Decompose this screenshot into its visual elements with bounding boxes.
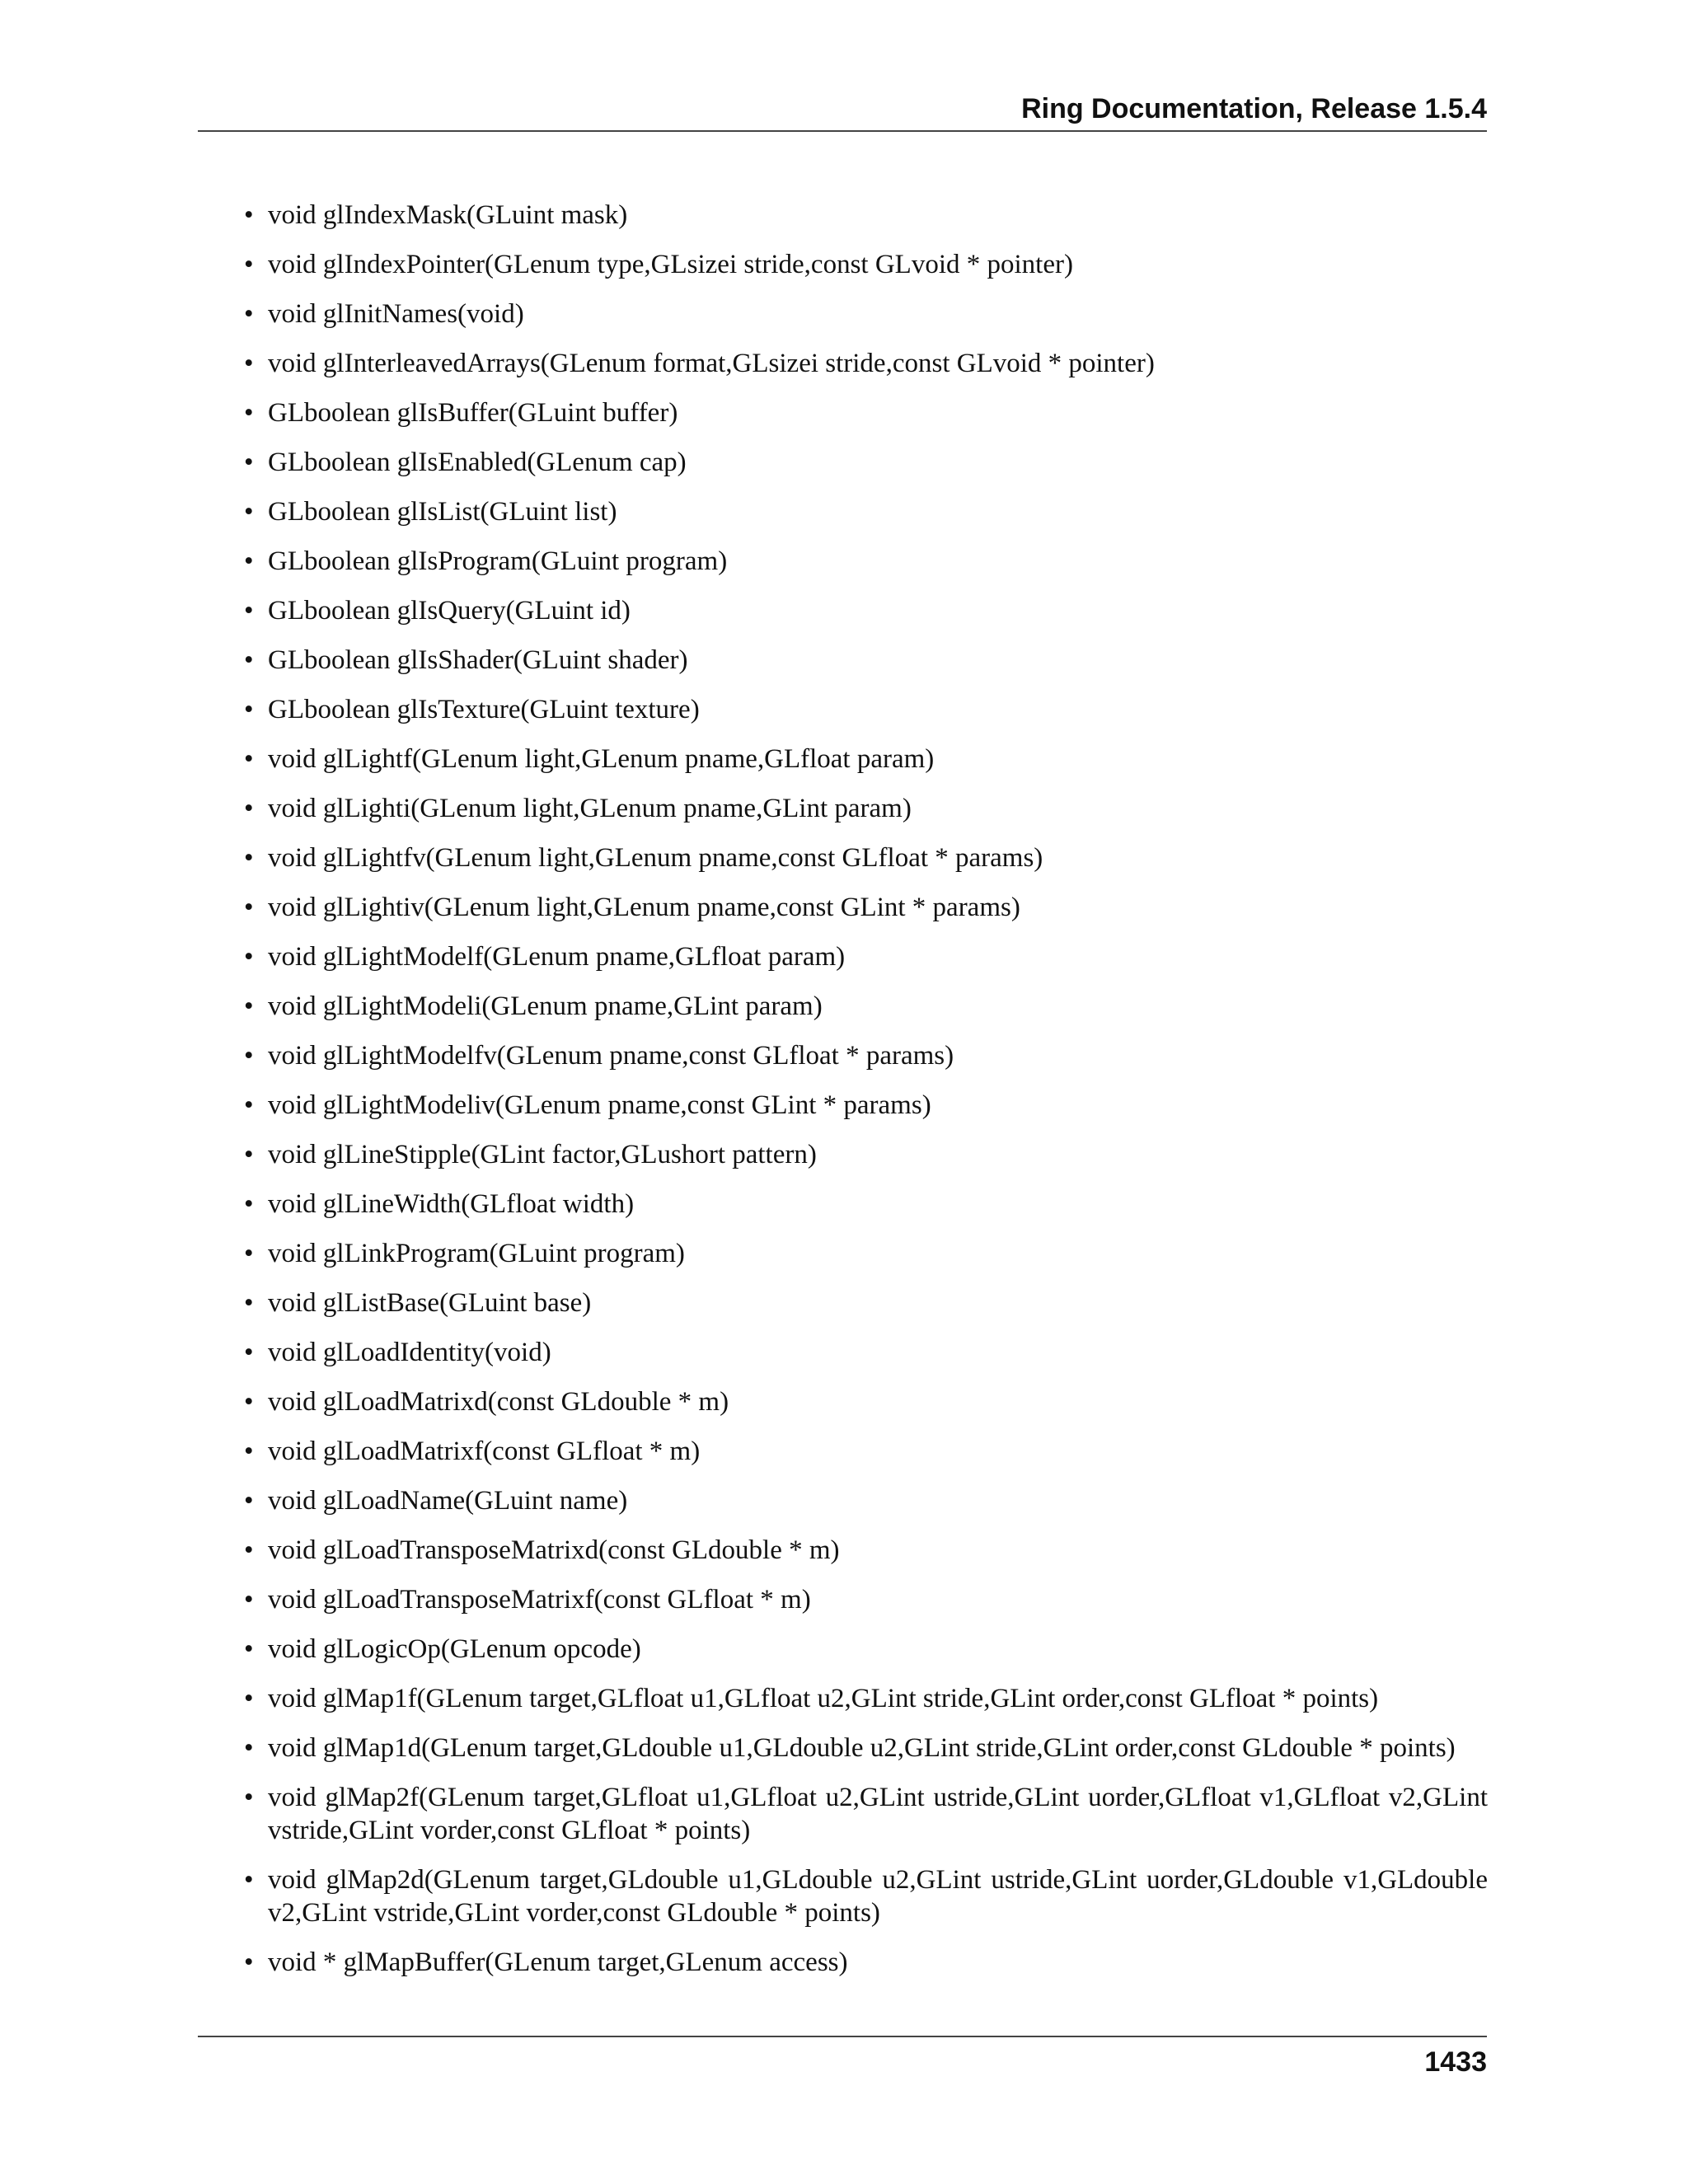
function-signature: void glMap2d(GLenum target,GLdouble u1,GLdouble u2,GLint ustride,GLint uorder,GLdouble v1,GLdouble v2,GLint vstride,GLint vorder,const GLdouble * points) [268,1865,1488,1928]
function-signature: void glLoadMatrixd(const GLdouble * m) [268,1387,729,1417]
list-item [244,644,1488,677]
list-item [244,1863,1488,1929]
function-signature: void glLoadTransposeMatrixf(const GLfloat * m) [268,1585,811,1615]
list-item [244,1946,1488,1979]
list-item [244,248,1488,281]
list-item [244,1435,1488,1468]
bullet-icon: • [244,1189,254,1219]
function-signature: GLboolean glIsList(GLuint list) [268,497,617,527]
list-item [244,1039,1488,1072]
running-header-title: Ring Documentation, Release 1.5.4 [1021,93,1487,124]
list-item [244,1089,1488,1122]
bullet-icon: • [244,1338,254,1367]
bullet-icon: • [244,398,254,428]
list-item [244,1188,1488,1221]
bullet-icon: • [244,250,254,279]
list-item [244,396,1488,429]
function-signature: void glIndexMask(GLuint mask) [268,200,628,230]
bullet-icon: • [244,1684,254,1713]
function-signature: GLboolean glIsBuffer(GLuint buffer) [268,398,678,428]
list-item [244,446,1488,479]
function-signature: void glLightiv(GLenum light,GLenum pname,const GLint * params) [268,893,1020,922]
bullet-icon: • [244,942,254,972]
bullet-icon: • [244,1486,254,1516]
bullet-icon: • [244,1947,254,1977]
bullet-icon: • [244,893,254,922]
list-item [244,841,1488,874]
function-signature: void * glMapBuffer(GLenum target,GLenum access) [268,1947,848,1977]
list-item [244,495,1488,528]
list-item [244,1682,1488,1715]
list-item [244,693,1488,726]
function-signature: GLboolean glIsTexture(GLuint texture) [268,695,700,724]
bullet-icon: • [244,794,254,823]
bullet-icon: • [244,546,254,576]
header-divider [198,130,1487,132]
bullet-icon: • [244,1634,254,1664]
list-item [244,1732,1488,1765]
function-signature: GLboolean glIsProgram(GLuint program) [268,546,728,576]
bullet-icon: • [244,1783,254,1812]
bullet-icon: • [244,1288,254,1318]
list-item [244,743,1488,776]
list-item [244,1138,1488,1171]
bullet-icon: • [244,1865,254,1895]
list-item [244,891,1488,924]
bullet-icon: • [244,299,254,329]
list-item [244,1781,1488,1847]
bullet-icon: • [244,1239,254,1268]
bullet-icon: • [244,1535,254,1565]
bullet-icon: • [244,695,254,724]
function-signature: void glIndexPointer(GLenum type,GLsizei stride,const GLvoid * pointer) [268,250,1073,279]
function-signature: void glLightModelfv(GLenum pname,const GLfloat * params) [268,1041,954,1071]
bullet-icon: • [244,596,254,626]
function-signature: GLboolean glIsEnabled(GLenum cap) [268,448,687,477]
bullet-icon: • [244,1585,254,1615]
bullet-icon: • [244,1733,254,1763]
function-signature: void glLightf(GLenum light,GLenum pname,GLfloat param) [268,744,935,774]
function-signature: void glLoadMatrixf(const GLfloat * m) [268,1436,701,1466]
function-signature: void glMap1f(GLenum target,GLfloat u1,GLfloat u2,GLint stride,GLint order,const GLfloat * points) [268,1684,1379,1713]
function-signature: void glLoadTransposeMatrixd(const GLdouble * m) [268,1535,840,1565]
list-item [244,199,1488,232]
bullet-icon: • [244,1436,254,1466]
function-signature: void glLightModeliv(GLenum pname,const GLint * params) [268,1090,931,1120]
bullet-icon: • [244,349,254,378]
bullet-icon: • [244,991,254,1021]
function-signature: void glLogicOp(GLenum opcode) [268,1634,641,1664]
list-item [244,990,1488,1023]
list-item [244,1237,1488,1270]
list-item [244,940,1488,973]
bullet-icon: • [244,1387,254,1417]
bullet-icon: • [244,744,254,774]
bullet-icon: • [244,843,254,873]
function-signature: void glLoadIdentity(void) [268,1338,551,1367]
function-signature: void glLoadName(GLuint name) [268,1486,628,1516]
list-item [244,1633,1488,1666]
function-signature: void glListBase(GLuint base) [268,1288,592,1318]
function-signature: void glLineStipple(GLint factor,GLushort pattern) [268,1140,817,1169]
bullet-icon: • [244,1090,254,1120]
list-item [244,1385,1488,1418]
bullet-icon: • [244,497,254,527]
function-signature: void glLightModelf(GLenum pname,GLfloat param) [268,942,846,972]
function-signature: void glLightfv(GLenum light,GLenum pname,const GLfloat * params) [268,843,1043,873]
footer-divider [198,2036,1487,2037]
list-item [244,1583,1488,1616]
bullet-icon: • [244,1140,254,1169]
list-item [244,792,1488,825]
function-list [244,199,1488,1995]
list-item [244,594,1488,627]
list-item [244,1286,1488,1319]
function-signature: void glLineWidth(GLfloat width) [268,1189,635,1219]
function-signature: void glLightModeli(GLenum pname,GLint param) [268,991,823,1021]
function-signature: GLboolean glIsShader(GLuint shader) [268,645,688,675]
function-signature: GLboolean glIsQuery(GLuint id) [268,596,631,626]
function-signature: void glMap2f(GLenum target,GLfloat u1,GLfloat u2,GLint ustride,GLint uorder,GLfloat v1,GLfloat v2,GLint vstride,GLint vorder,const GLfloat * points) [268,1783,1488,1845]
list-item [244,1336,1488,1369]
list-item [244,347,1488,380]
bullet-icon: • [244,448,254,477]
function-signature: void glInterleavedArrays(GLenum format,GLsizei stride,const GLvoid * pointer) [268,349,1155,378]
bullet-icon: • [244,1041,254,1071]
bullet-icon: • [244,645,254,675]
bullet-icon: • [244,200,254,230]
list-item [244,1484,1488,1517]
function-signature: void glMap1d(GLenum target,GLdouble u1,GLdouble u2,GLint stride,GLint order,const GLdouble * points) [268,1733,1456,1763]
list-item [244,298,1488,330]
function-signature: void glInitNames(void) [268,299,524,329]
function-signature: void glLighti(GLenum light,GLenum pname,GLint param) [268,794,912,823]
function-signature: void glLinkProgram(GLuint program) [268,1239,685,1268]
list-item [244,1534,1488,1567]
page-number: 1433 [1424,2046,1487,2078]
list-item [244,545,1488,578]
